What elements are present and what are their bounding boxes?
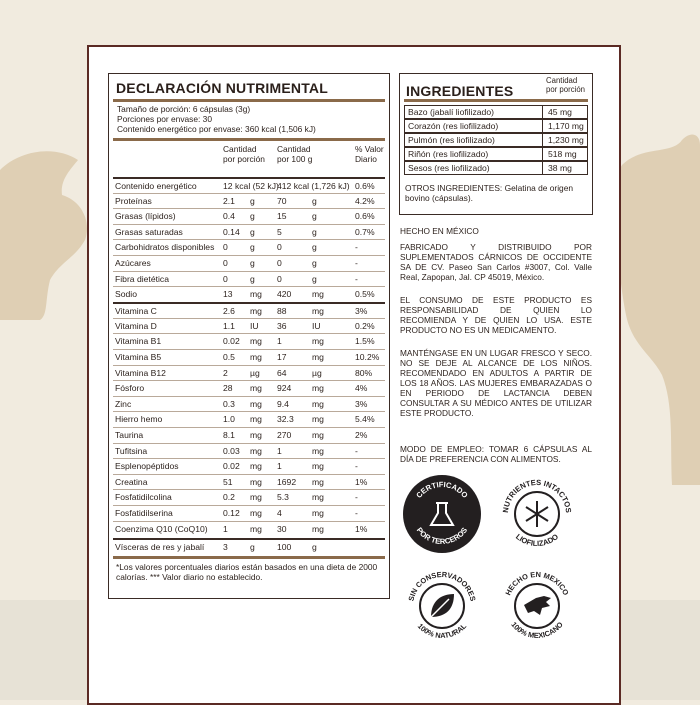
nutrient-name: Fosfatidilserina <box>115 508 173 518</box>
nutrient-name: Vitamina B5 <box>115 352 162 362</box>
value-per-100g: 270 <box>277 430 292 440</box>
ingredient-row <box>404 119 588 133</box>
value-per-100g: 5 <box>277 226 282 237</box>
unit-per-serving: mg <box>250 430 262 440</box>
value-per-serving: 0.5 <box>223 352 235 362</box>
nutrition-row <box>113 538 385 555</box>
nutrient-name: Vitamina B12 <box>115 367 166 378</box>
nutrition-row <box>113 177 385 194</box>
unit-per-100g: mg <box>312 492 324 503</box>
ingredient-amount: 38 mg <box>548 163 572 173</box>
unit-per-100g: mg <box>312 414 324 425</box>
value-per-serving: 13 <box>223 289 233 300</box>
ingredient-divider <box>542 162 543 174</box>
nutrient-name: Sodio <box>115 289 137 300</box>
nutrient-name: Fósforo <box>115 383 145 394</box>
daily-value: 1% <box>355 476 368 487</box>
daily-value: - <box>355 242 358 253</box>
value-per-100g: 412 kcal (1,726 kJ) <box>277 181 350 191</box>
value-per-100g: 0 <box>277 242 282 253</box>
unit-per-100g: µg <box>312 367 322 378</box>
nutrient-name: Coenzima Q10 (CoQ10) <box>115 523 208 534</box>
col-daily-value: % Valor Diario <box>355 144 384 165</box>
unit-per-serving: mg <box>250 352 262 362</box>
eagle-icon <box>524 596 551 615</box>
value-per-100g: 32.3 <box>277 414 294 425</box>
unit-per-100g: g <box>312 226 317 237</box>
value-per-serving: 1 <box>223 523 228 534</box>
serving-size: Tamaño de porción: 6 cápsulas (3g) <box>117 104 251 114</box>
ingredient-row <box>404 105 588 119</box>
daily-value: 5.4% <box>355 414 375 425</box>
value-per-100g: 1 <box>277 461 282 472</box>
unit-per-100g: mg <box>312 523 324 534</box>
value-per-100g: 420 <box>277 289 292 300</box>
nutrient-name: Contenido energético <box>115 181 197 191</box>
value-per-100g: 4 <box>277 508 282 518</box>
value-per-serving: 2.1 <box>223 195 235 206</box>
value-per-100g: 15 <box>277 211 287 222</box>
nutrition-row <box>113 271 385 287</box>
nutrient-name: Fosfatidilcolina <box>115 492 172 503</box>
value-per-100g: 1 <box>277 445 282 456</box>
value-per-100g: 0 <box>277 258 282 268</box>
daily-value: - <box>355 445 358 456</box>
value-per-100g: 1 <box>277 336 282 347</box>
nutrition-row <box>113 458 385 474</box>
nutrients-badge <box>496 473 578 555</box>
nutrition-row <box>113 208 385 224</box>
manufacturer-info: FABRICADO Y DISTRIBUIDO POR SUPLEMENTADOS CÁRNICOS DE OCCIDENTE SA DE CV. Paseo San Carlos #3007, Col. Valle Real, Zapopan, Jal. CP 45019, México. <box>400 242 592 282</box>
svg-text:LIOFILIZADO <box>514 532 560 548</box>
nutrient-name: Fibra dietética <box>115 273 169 284</box>
nutrition-row <box>113 224 385 240</box>
leaf-icon <box>431 594 454 617</box>
value-per-serving: 0.4 <box>223 211 235 222</box>
ingredient-divider <box>542 134 543 146</box>
daily-value: 3% <box>355 398 368 409</box>
value-per-serving: 0.14 <box>223 226 240 237</box>
nutrient-name: Carbohidratos disponibles <box>115 242 215 253</box>
daily-value: 3% <box>355 305 368 316</box>
unit-per-serving: mg <box>250 336 262 347</box>
unit-per-100g: mg <box>312 289 324 300</box>
made-in-mexico-badge <box>496 565 578 647</box>
unit-per-serving: mg <box>250 461 262 472</box>
daily-value: - <box>355 508 358 518</box>
footnote: *Los valores porcentuales diarios están basados en una dieta de 2000 calorías. *** Valor diario no establecido. <box>116 562 378 583</box>
serving-info <box>117 104 316 135</box>
nutrient-name: Grasas saturadas <box>115 226 183 237</box>
usage-instructions: MODO DE EMPLEO: TOMAR 6 CÁPSULAS AL DÍA DE PREFERENCIA CON ALIMENTOS. <box>400 444 592 464</box>
nutrition-row <box>113 286 385 302</box>
nutrition-facts-table <box>108 73 390 599</box>
unit-per-100g: mg <box>312 305 324 316</box>
no-preservatives-badge <box>401 565 483 647</box>
unit-per-serving: g <box>250 258 255 268</box>
mexico-bottom-text: 100% MEXICANO <box>509 620 565 641</box>
ingredient-name: Sesos (res liofilizado) <box>408 163 490 173</box>
column-headers <box>109 144 389 176</box>
nutrient-name: Vitamina D <box>115 320 157 331</box>
snowflake-icon <box>526 501 548 527</box>
nutrient-name: Grasas (lípidos) <box>115 211 176 222</box>
other-ingredients: OTROS INGREDIENTES: Gelatina de origen bovino (cápsulas). <box>405 183 574 204</box>
bull-silhouette-right <box>612 125 700 485</box>
certified-bottom-text: POR TERCEROS <box>414 525 470 547</box>
value-per-100g: 64 <box>277 367 287 378</box>
value-per-serving: 2 <box>223 367 228 378</box>
nutrient-name: Azúcares <box>115 258 151 268</box>
preservatives-top-text: SIN CONSERVADORES <box>406 569 478 603</box>
value-per-100g: 924 <box>277 383 292 394</box>
unit-per-100g: mg <box>312 461 324 472</box>
unit-per-100g: IU <box>312 320 321 331</box>
nutrition-row <box>113 239 385 255</box>
unit-per-100g: g <box>312 258 317 268</box>
nutrition-row <box>113 411 385 427</box>
unit-per-100g: g <box>312 542 317 553</box>
table-bottom-rule <box>113 556 385 559</box>
daily-value: 2% <box>355 430 368 440</box>
nutrition-row <box>113 396 385 412</box>
ingredient-amount: 518 mg <box>548 149 577 159</box>
ingredient-amount: 45 mg <box>548 107 572 117</box>
unit-per-100g: g <box>312 273 317 284</box>
daily-value: 0.2% <box>355 320 375 331</box>
energy-per-container: Contenido energético por envase: 360 kcal (1,506 kJ) <box>117 124 316 135</box>
made-in-mexico: HECHO EN MÉXICO <box>400 226 479 236</box>
nutrition-row <box>113 193 385 209</box>
value-per-serving: 8.1 <box>223 430 235 440</box>
preservatives-bottom-text: 100% NATURAL <box>415 621 469 641</box>
value-per-100g: 36 <box>277 320 287 331</box>
value-per-serving: 2.6 <box>223 305 235 316</box>
unit-per-100g: mg <box>312 352 324 362</box>
daily-value: 1% <box>355 523 368 534</box>
daily-value: 4% <box>355 383 368 394</box>
value-per-100g: 0 <box>277 273 282 284</box>
nutrient-name: Vitamina C <box>115 305 157 316</box>
value-per-serving: 0 <box>223 242 228 253</box>
value-per-100g: 88 <box>277 305 287 316</box>
daily-value: 0.7% <box>355 226 375 237</box>
unit-per-serving: g <box>250 211 255 222</box>
value-per-100g: 9.4 <box>277 398 289 409</box>
nutrition-row <box>113 333 385 349</box>
value-per-serving: 0 <box>223 258 228 268</box>
unit-per-serving: mg <box>250 492 262 503</box>
unit-per-serving: mg <box>250 445 262 456</box>
value-per-serving: 28 <box>223 383 233 394</box>
value-per-serving: 0.02 <box>223 336 240 347</box>
nutrient-name: Tufitsina <box>115 445 148 456</box>
unit-per-100g: mg <box>312 336 324 347</box>
nutrient-name: Esplenopéptidos <box>115 461 179 472</box>
value-per-serving: 3 <box>223 542 228 553</box>
daily-value: 1.5% <box>355 336 375 347</box>
daily-value: 0.5% <box>355 289 375 300</box>
storage-warning: MANTÉNGASE EN UN LUGAR FRESCO Y SECO. NO SE DEJE AL ALCANCE DE LOS NIÑOS. RECOMENDADO EN ADULTOS A PARTIR DE LOS 18 AÑOS. LAS MUJERES EMBARAZADAS O EN PERIODO DE LACTANCIA DEBEN CONSULTAR A SU MÉDICO ANTES DE UTILIZAR ESTE PRODUCTO. <box>400 348 592 418</box>
nutrients-bottom-text: LIOFILIZADO <box>513 532 561 549</box>
unit-per-100g: mg <box>312 476 324 487</box>
value-per-100g: 100 <box>277 542 292 553</box>
unit-per-serving: mg <box>250 476 262 487</box>
unit-per-serving: IU <box>250 320 259 331</box>
ingredient-row <box>404 133 588 147</box>
daily-value: 0.6% <box>355 181 375 191</box>
value-per-serving: 0.2 <box>223 492 235 503</box>
nutrition-row <box>113 365 385 381</box>
daily-value: - <box>355 273 358 284</box>
nutrient-name: Hierro hemo <box>115 414 163 425</box>
value-per-100g: 1692 <box>277 476 297 487</box>
unit-per-serving: g <box>250 226 255 237</box>
unit-per-serving: g <box>250 542 255 553</box>
nutrition-row <box>113 474 385 490</box>
value-per-serving: 1.0 <box>223 414 235 425</box>
unit-per-100g: g <box>312 211 317 222</box>
unit-per-serving: g <box>250 242 255 253</box>
unit-per-serving: g <box>250 195 255 206</box>
ingredient-name: Bazo (jabalí liofilizado) <box>408 107 494 117</box>
ingredient-amount: 1,230 mg <box>548 135 584 145</box>
value-per-serving: 12 kcal (52 kJ) <box>223 181 279 191</box>
ingredient-name: Pulmón (res liofilizado) <box>408 135 495 145</box>
nutrition-row <box>113 443 385 459</box>
nutrition-row <box>113 427 385 443</box>
unit-per-serving: mg <box>250 414 262 425</box>
ingredient-row <box>404 147 588 161</box>
serving-rule <box>113 138 385 141</box>
ingredient-amount: 1,170 mg <box>548 121 584 131</box>
ingredient-name: Corazón (res liofilizado) <box>408 121 499 131</box>
title-rule <box>113 99 385 102</box>
unit-per-100g: g <box>312 195 317 206</box>
mexico-top-text: HECHO EN MEXICO <box>503 569 571 597</box>
unit-per-100g: mg <box>312 430 324 440</box>
nutrition-row <box>113 318 385 334</box>
daily-value: 4.2% <box>355 195 375 206</box>
unit-per-serving: mg <box>250 383 262 394</box>
unit-per-100g: mg <box>312 383 324 394</box>
nutrient-name: Vísceras de res y jabalí <box>115 542 205 553</box>
daily-value: - <box>355 492 358 503</box>
value-per-serving: 1.1 <box>223 320 235 331</box>
value-per-serving: 51 <box>223 476 233 487</box>
unit-per-100g: g <box>312 242 317 253</box>
unit-per-serving: µg <box>250 367 260 378</box>
nutrient-name: Taurina <box>115 430 144 440</box>
unit-per-serving: mg <box>250 398 262 409</box>
value-per-serving: 0.12 <box>223 508 240 518</box>
nutrient-name: Zinc <box>115 398 132 409</box>
ingredient-row <box>404 161 588 175</box>
unit-per-serving: g <box>250 273 255 284</box>
unit-per-serving: mg <box>250 289 262 300</box>
value-per-100g: 5.3 <box>277 492 289 503</box>
ingredients-title: INGREDIENTES <box>406 83 514 99</box>
nutrient-name: Proteínas <box>115 195 152 206</box>
col-per-100g: Cantidad por 100 g <box>277 144 313 165</box>
unit-per-serving: mg <box>250 305 262 316</box>
unit-per-100g: mg <box>312 445 324 456</box>
value-per-serving: 0 <box>223 273 228 284</box>
daily-value: 80% <box>355 367 373 378</box>
value-per-100g: 70 <box>277 195 287 206</box>
certified-top-text: CERTIFICADO <box>414 479 470 500</box>
daily-value: - <box>355 461 358 472</box>
ingredients-rule <box>404 99 588 102</box>
unit-per-serving: mg <box>250 523 262 534</box>
nutrition-row <box>113 255 385 271</box>
unit-per-serving: mg <box>250 508 262 518</box>
value-per-100g: 30 <box>277 523 287 534</box>
daily-value: - <box>355 258 358 268</box>
value-per-100g: 17 <box>277 352 287 362</box>
nutrition-row <box>113 302 385 319</box>
nutrient-name: Vitamina B1 <box>115 336 162 347</box>
ingredients-box <box>399 73 593 215</box>
unit-per-100g: mg <box>312 398 324 409</box>
unit-per-100g: mg <box>312 508 324 518</box>
ingredient-divider <box>542 120 543 132</box>
servings-per-container: Porciones por envase: 30 <box>117 114 212 125</box>
ingredients-col-header: Cantidad por porción <box>546 76 586 94</box>
ingredient-name: Riñón (res liofilizado) <box>408 149 489 159</box>
nutrition-row <box>113 489 385 505</box>
ingredient-divider <box>542 148 543 160</box>
nutrition-row <box>113 349 385 365</box>
ingredient-divider <box>542 106 543 118</box>
nutrition-title: DECLARACIÓN NUTRIMENTAL <box>116 80 328 96</box>
svg-text:100% MEXICANO <box>509 620 565 640</box>
responsibility-notice: EL CONSUMO DE ESTE PRODUCTO ES RESPONSABILIDAD DE QUIEN LO RECOMIENDA Y DE QUIEN LO USA. ESTE PRODUCTO NO ES UN MEDICAMENTO. <box>400 295 592 335</box>
value-per-serving: 0.02 <box>223 461 240 472</box>
daily-value: 10.2% <box>355 352 380 362</box>
nutrition-row <box>113 380 385 396</box>
nutrients-top-text: NUTRIENTES INTACTOS <box>500 477 574 514</box>
certified-badge <box>401 473 483 555</box>
col-per-serving: Cantidad por porción <box>223 144 265 165</box>
svg-text:100% NATURAL <box>416 621 469 640</box>
boar-silhouette-left <box>0 140 100 320</box>
nutrient-name: Creatina <box>115 476 148 487</box>
nutrition-row <box>113 505 385 521</box>
value-per-serving: 0.3 <box>223 398 235 409</box>
nutrition-row <box>113 521 385 537</box>
daily-value: 0.6% <box>355 211 375 222</box>
value-per-serving: 0.03 <box>223 445 240 456</box>
